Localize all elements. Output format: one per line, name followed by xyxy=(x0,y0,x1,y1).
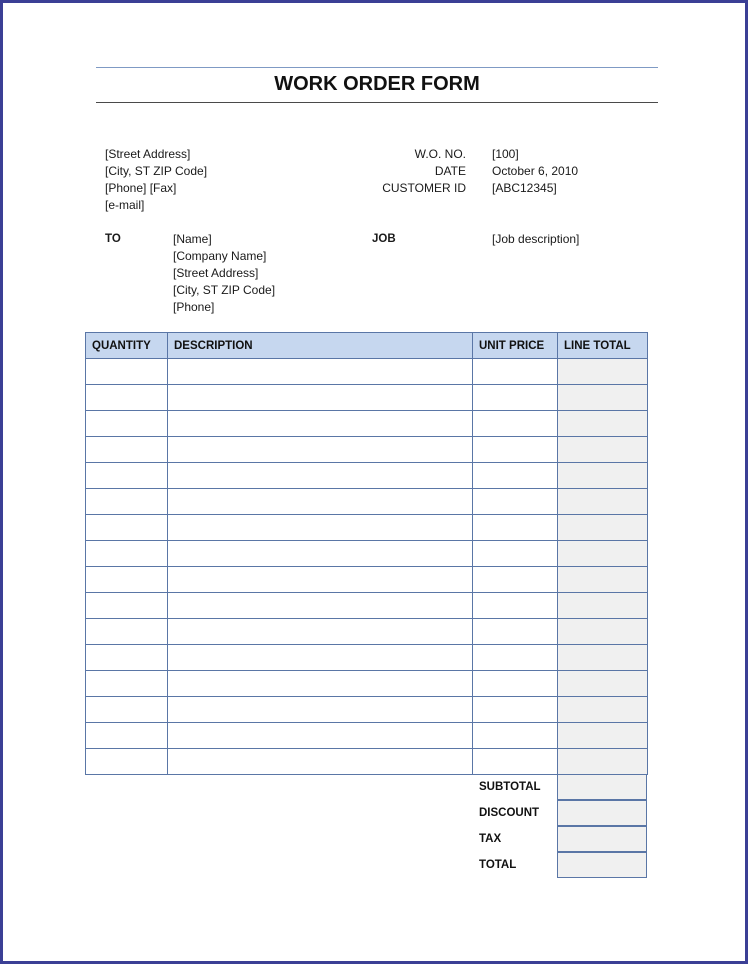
unit-price-cell[interactable] xyxy=(473,359,558,385)
total-row xyxy=(473,852,647,878)
title-top-rule xyxy=(96,67,658,68)
description-header: DESCRIPTION xyxy=(168,333,473,359)
line-total-cell[interactable] xyxy=(558,463,648,489)
description-cell[interactable] xyxy=(168,541,473,567)
quantity-header: QUANTITY xyxy=(86,333,168,359)
description-cell[interactable] xyxy=(168,463,473,489)
unit-price-header: UNIT PRICE xyxy=(473,333,558,359)
description-cell[interactable] xyxy=(168,619,473,645)
description-cell[interactable] xyxy=(168,359,473,385)
date-label: DATE xyxy=(434,164,466,178)
items-table-body xyxy=(86,359,648,775)
discount-cell[interactable] xyxy=(557,800,647,826)
description-cell[interactable] xyxy=(168,515,473,541)
to-label: TO xyxy=(105,233,121,245)
total-label: TOTAL xyxy=(479,859,517,871)
table-row xyxy=(86,645,648,671)
quantity-cell[interactable] xyxy=(86,463,168,489)
discount-row xyxy=(473,800,647,826)
sender-street[interactable]: [Street Address] xyxy=(105,147,191,161)
table-row xyxy=(86,749,648,775)
quantity-cell[interactable] xyxy=(86,437,168,463)
line-total-cell[interactable] xyxy=(558,749,648,775)
table-row xyxy=(86,489,648,515)
quantity-cell[interactable] xyxy=(86,489,168,515)
table-row xyxy=(86,567,648,593)
unit-price-cell[interactable] xyxy=(473,567,558,593)
quantity-cell[interactable] xyxy=(86,697,168,723)
quantity-cell[interactable] xyxy=(86,723,168,749)
table-row xyxy=(86,359,648,385)
unit-price-cell[interactable] xyxy=(473,645,558,671)
tax-row xyxy=(473,826,647,852)
customer-id-label: CUSTOMER ID xyxy=(382,181,466,195)
sender-city[interactable]: [City, ST ZIP Code] xyxy=(105,164,208,178)
quantity-cell[interactable] xyxy=(86,541,168,567)
line-total-cell[interactable] xyxy=(558,697,648,723)
quantity-cell[interactable] xyxy=(86,567,168,593)
recipient-street[interactable]: [Street Address] xyxy=(173,266,259,280)
description-cell[interactable] xyxy=(168,385,473,411)
line-total-cell[interactable] xyxy=(558,411,648,437)
quantity-cell[interactable] xyxy=(86,645,168,671)
table-header-row xyxy=(86,333,648,359)
description-cell[interactable] xyxy=(168,411,473,437)
quantity-cell[interactable] xyxy=(86,619,168,645)
job-label: JOB xyxy=(372,233,396,245)
line-total-cell[interactable] xyxy=(558,359,648,385)
unit-price-cell[interactable] xyxy=(473,385,558,411)
table-row xyxy=(86,385,648,411)
unit-price-cell[interactable] xyxy=(473,723,558,749)
total-cell[interactable] xyxy=(557,852,647,878)
sender-email[interactable]: [e-mail] xyxy=(105,198,145,212)
table-row xyxy=(86,515,648,541)
unit-price-cell[interactable] xyxy=(473,749,558,775)
title-bottom-rule xyxy=(96,102,658,103)
table-row xyxy=(86,463,648,489)
line-total-header: LINE TOTAL xyxy=(558,333,648,359)
description-cell[interactable] xyxy=(168,437,473,463)
items-table xyxy=(85,332,648,775)
unit-price-cell[interactable] xyxy=(473,541,558,567)
tax-cell[interactable] xyxy=(557,826,647,852)
line-total-cell[interactable] xyxy=(558,541,648,567)
job-description[interactable]: [Job description] xyxy=(492,232,580,246)
line-total-cell[interactable] xyxy=(558,489,648,515)
description-cell[interactable] xyxy=(168,593,473,619)
wo-number-label: W.O. NO. xyxy=(414,147,466,161)
unit-price-cell[interactable] xyxy=(473,697,558,723)
recipient-city[interactable]: [City, ST ZIP Code] xyxy=(173,283,276,297)
subtotal-label: SUBTOTAL xyxy=(479,781,541,793)
table-row xyxy=(86,697,648,723)
description-cell[interactable] xyxy=(168,671,473,697)
form-title: WORK ORDER FORM xyxy=(274,73,480,95)
unit-price-cell[interactable] xyxy=(473,671,558,697)
description-cell[interactable] xyxy=(168,697,473,723)
table-row xyxy=(86,437,648,463)
line-total-cell[interactable] xyxy=(558,567,648,593)
discount-label: DISCOUNT xyxy=(479,807,540,819)
quantity-cell[interactable] xyxy=(86,359,168,385)
table-row xyxy=(86,541,648,567)
line-total-cell[interactable] xyxy=(558,593,648,619)
description-cell[interactable] xyxy=(168,645,473,671)
table-row xyxy=(86,619,648,645)
description-cell[interactable] xyxy=(168,749,473,775)
quantity-cell[interactable] xyxy=(86,671,168,697)
unit-price-cell[interactable] xyxy=(473,463,558,489)
unit-price-cell[interactable] xyxy=(473,619,558,645)
description-cell[interactable] xyxy=(168,723,473,749)
recipient-phone[interactable]: [Phone] xyxy=(173,300,215,314)
unit-price-cell[interactable] xyxy=(473,411,558,437)
line-total-cell[interactable] xyxy=(558,671,648,697)
quantity-cell[interactable] xyxy=(86,385,168,411)
customer-id-value[interactable]: [ABC12345] xyxy=(492,181,557,195)
recipient-company[interactable]: [Company Name] xyxy=(173,249,267,263)
table-row xyxy=(86,671,648,697)
wo-number-value[interactable]: [100] xyxy=(492,147,519,161)
table-row xyxy=(86,593,648,619)
quantity-cell[interactable] xyxy=(86,411,168,437)
line-total-cell[interactable] xyxy=(558,723,648,749)
quantity-cell[interactable] xyxy=(86,593,168,619)
line-total-cell[interactable] xyxy=(558,645,648,671)
subtotal-cell[interactable] xyxy=(557,774,647,800)
quantity-cell[interactable] xyxy=(86,749,168,775)
sender-phone-fax[interactable]: [Phone] [Fax] xyxy=(105,181,177,195)
date-value[interactable]: October 6, 2010 xyxy=(492,164,579,178)
unit-price-cell[interactable] xyxy=(473,489,558,515)
line-total-cell[interactable] xyxy=(558,385,648,411)
unit-price-cell[interactable] xyxy=(473,515,558,541)
line-total-cell[interactable] xyxy=(558,515,648,541)
description-cell[interactable] xyxy=(168,567,473,593)
unit-price-cell[interactable] xyxy=(473,437,558,463)
recipient-name[interactable]: [Name] xyxy=(173,232,212,246)
line-total-cell[interactable] xyxy=(558,437,648,463)
line-total-cell[interactable] xyxy=(558,619,648,645)
unit-price-cell[interactable] xyxy=(473,593,558,619)
table-row xyxy=(86,723,648,749)
quantity-cell[interactable] xyxy=(86,515,168,541)
table-row xyxy=(86,411,648,437)
description-cell[interactable] xyxy=(168,489,473,515)
tax-label: TAX xyxy=(479,833,502,845)
subtotal-row xyxy=(473,774,647,800)
